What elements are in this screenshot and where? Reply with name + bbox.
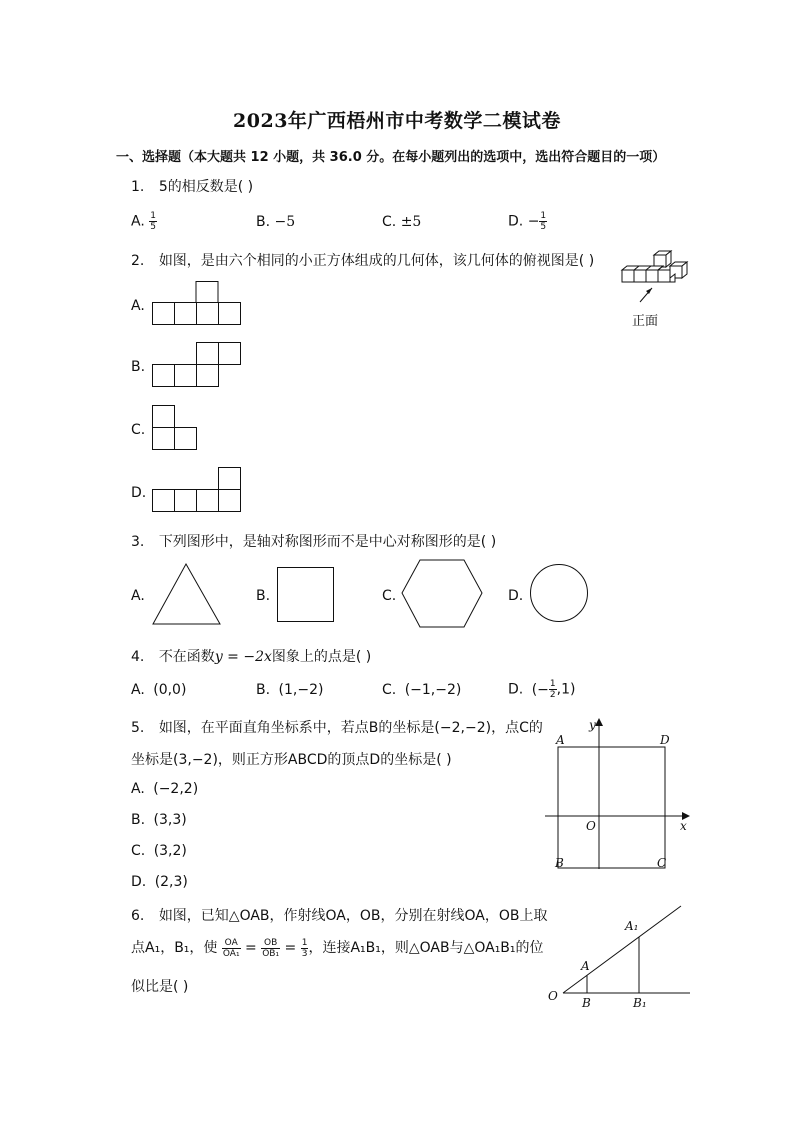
question-number: 5. xyxy=(131,720,145,736)
question-4 xyxy=(131,646,371,666)
option-b[interactable] xyxy=(256,682,323,698)
coordinate-square-figure xyxy=(540,715,700,875)
label-x: x xyxy=(680,819,687,833)
option-a[interactable] xyxy=(131,781,198,797)
fraction: $\frac{1}{5}$ xyxy=(540,211,547,232)
question-stem-tail: 图象上的点是( ) xyxy=(271,649,372,665)
option-label: D. xyxy=(131,874,147,890)
option-label: B. xyxy=(256,682,271,698)
option-c[interactable] xyxy=(131,843,187,859)
option-d[interactable] xyxy=(508,211,547,232)
option-value: (3,2) xyxy=(153,843,187,859)
option-label: C. xyxy=(382,682,397,698)
hexagon-shape xyxy=(401,559,483,629)
question-number: 2. xyxy=(131,253,145,269)
label-b1: B₁ xyxy=(633,996,647,1010)
option-d[interactable]: D. xyxy=(508,588,524,604)
option-label: B. xyxy=(131,812,146,828)
option-b[interactable]: B. xyxy=(131,359,146,375)
fraction: $\frac{OB}{\text{OB₁}}$ xyxy=(262,937,280,959)
page-title: 2023年广西梧州市中考数学二模试卷 xyxy=(233,110,561,132)
option-a[interactable] xyxy=(131,211,157,232)
question-3 xyxy=(131,531,496,551)
option-value-suffix: ,1) xyxy=(556,681,576,698)
question-5-line-1 xyxy=(131,717,543,737)
label-b: B xyxy=(555,856,564,870)
label-b: B xyxy=(582,996,591,1010)
question-stem: 如图，在平面直角坐标系中，若点B的坐标是(−2,−2)，点C的 xyxy=(158,720,543,736)
question-6-line-3: 似比是( ) xyxy=(131,979,189,995)
option-a[interactable] xyxy=(131,682,186,698)
label-a: A xyxy=(581,959,590,973)
option-d[interactable] xyxy=(508,679,575,700)
question-2 xyxy=(131,250,594,270)
option-b[interactable] xyxy=(131,812,187,828)
option-value: (−2,2) xyxy=(153,781,199,797)
label-a1: A₁ xyxy=(625,919,639,933)
option-value-prefix: (− xyxy=(531,681,549,698)
fraction: $\frac{OA}{\text{OA₁}}$ xyxy=(222,937,240,959)
question-number: 6. xyxy=(131,908,145,924)
option-value: ±5 xyxy=(400,214,422,230)
question-stem: 如图，已知△OAB，作射线OA，OB，分别在射线OA，OB上取 xyxy=(158,908,548,924)
option-c[interactable] xyxy=(382,214,421,230)
option-a[interactable]: A. xyxy=(131,298,145,314)
question-number: 1. xyxy=(131,179,145,195)
label-d: D xyxy=(660,733,670,747)
question-1 xyxy=(131,176,253,196)
label-a: A xyxy=(556,733,565,747)
minus-sign: − xyxy=(527,213,540,230)
option-value: (0,0) xyxy=(153,682,187,698)
top-view-option-a xyxy=(152,281,242,327)
label-o: O xyxy=(586,819,596,833)
top-view-option-c xyxy=(152,405,202,451)
top-view-option-b xyxy=(152,342,242,388)
option-label: A. xyxy=(131,682,145,698)
question-stem: 点A₁，B₁，使 xyxy=(131,940,218,956)
option-value: −5 xyxy=(274,214,296,230)
question-stem-tail: ，连接A₁B₁，则△OAB与△OA₁B₁的位 xyxy=(308,940,544,956)
question-stem: 不在函数 xyxy=(158,649,215,665)
question-5-line-2: 坐标是(3,−2)，则正方形ABCD的顶点D的坐标是( ) xyxy=(131,752,452,768)
option-c[interactable]: C. xyxy=(382,588,397,604)
option-label: B. xyxy=(256,214,271,230)
triangle-shape xyxy=(152,563,222,625)
fraction: $\frac{1}{3}$ xyxy=(301,937,308,959)
question-number: 3. xyxy=(131,534,145,550)
option-b[interactable] xyxy=(256,214,295,230)
option-c[interactable]: C. xyxy=(131,422,146,438)
option-label: D. xyxy=(508,681,524,698)
square-shape xyxy=(277,567,335,625)
option-label: D. xyxy=(508,213,524,230)
question-stem: 5的相反数是( ) xyxy=(158,179,254,195)
front-label: 正面 xyxy=(632,314,659,329)
option-a[interactable]: A. xyxy=(131,588,145,604)
function-expression: y = −2x xyxy=(214,649,272,665)
option-d[interactable]: D. xyxy=(131,485,147,501)
question-number: 4. xyxy=(131,649,145,665)
option-label: A. xyxy=(131,213,145,230)
option-value: (1,−2) xyxy=(278,682,324,698)
question-6-line-1 xyxy=(131,905,547,925)
section-heading: 一、选择题（本大题共 12 小题，共 36.0 分。在每小题列出的选项中，选出符合题目的一项） xyxy=(116,150,666,165)
similar-triangles-figure xyxy=(545,900,695,1015)
option-b[interactable]: B. xyxy=(256,588,271,604)
question-stem: 如图，是由六个相同的小正方体组成的几何体，该几何体的俯视图是( ) xyxy=(158,253,595,269)
option-label: C. xyxy=(131,843,146,859)
top-view-option-d xyxy=(152,467,242,513)
question-stem: 下列图形中，是轴对称图形而不是中心对称图形的是( ) xyxy=(158,534,497,550)
label-y: y xyxy=(589,718,596,732)
option-value: (2,3) xyxy=(154,874,188,890)
option-d[interactable] xyxy=(131,874,188,890)
option-value: (3,3) xyxy=(153,812,187,828)
question-6-line-2: 点A₁，B₁，使 $\frac{OA}{\text{OA₁}}$ = $\frac{OB}{\text{OB₁}}$ = $\frac{1}{3}$ ，连接A₁B₁，则△OAB与△OA₁B₁的位 xyxy=(131,937,544,959)
fraction: $\frac{1}{5}$ xyxy=(150,211,156,232)
fraction: $\frac{1}{2}$ xyxy=(549,679,556,700)
circle-shape xyxy=(530,564,590,624)
option-c[interactable] xyxy=(382,682,461,698)
label-c: C xyxy=(657,856,667,870)
option-value: (−1,−2) xyxy=(404,682,462,698)
label-o: O xyxy=(548,989,558,1003)
option-label: C. xyxy=(382,214,397,230)
option-label: A. xyxy=(131,781,145,797)
